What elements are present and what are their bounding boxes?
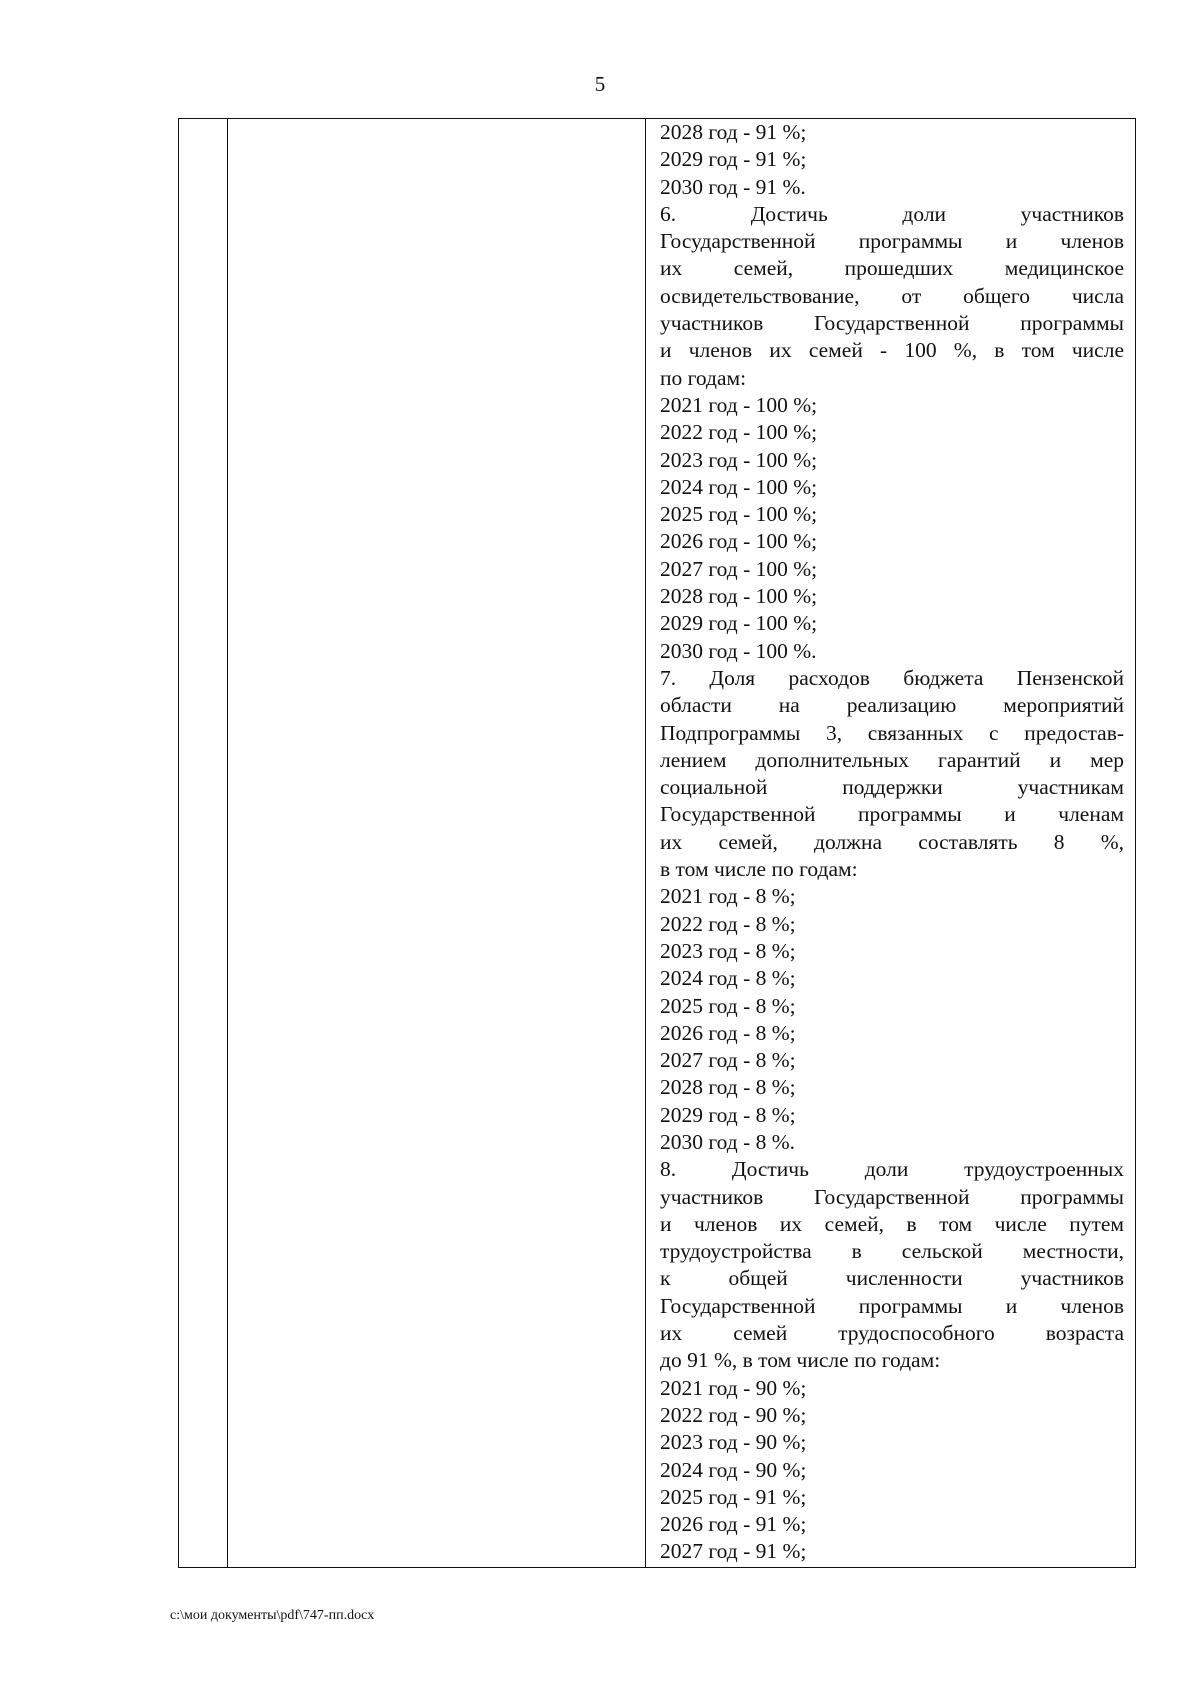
table-cell-line: 2026 год - 100 %; <box>660 529 818 554</box>
table-cell-line: и членов их семей, в том числе путем <box>660 1211 1124 1236</box>
table-cell-line: 2028 год - 91 %; <box>660 120 807 144</box>
table-cell-line: по годам: <box>660 365 747 390</box>
table-column-divider <box>645 119 646 1567</box>
table-cell-line: Подпрограммы 3, связанных с предостав- <box>660 720 1124 745</box>
table-cell-line: 2029 год - 8 %; <box>660 1102 796 1127</box>
table-cell-line: 2028 год - 100 %; <box>660 584 818 609</box>
table-cell-line: 2021 год - 90 %; <box>660 1375 807 1400</box>
table-cell-line: их семей трудоспособного возраста <box>660 1321 1124 1346</box>
table-cell-line: участников Государственной программы <box>660 1184 1124 1209</box>
table-cell-line: 2026 год - 91 %; <box>660 1512 807 1537</box>
table-cell-line: и членов их семей - 100 %, в том числе <box>660 338 1124 363</box>
table-cell-line: 2026 год - 8 %; <box>660 1020 796 1045</box>
table-cell-line: социальной поддержки участникам <box>660 775 1124 800</box>
table-cell-line: 2027 год - 8 %; <box>660 1048 796 1073</box>
table-cell-line: участников Государственной программы <box>660 311 1124 336</box>
table-cell-indicators <box>660 119 1124 1566</box>
table-cell-line: 2023 год - 90 %; <box>660 1430 807 1455</box>
table-cell-line: до 91 %, в том числе по годам: <box>660 1348 941 1373</box>
table-cell-line: 2025 год - 91 %; <box>660 1484 807 1509</box>
table-cell-line: 2027 год - 91 %; <box>660 1539 807 1564</box>
footer-file-path: c:\мои документы\pdf\747-пп.docx <box>170 1608 375 1623</box>
table-cell-line: 2021 год - 100 %; <box>660 392 818 417</box>
table-cell-line: 2023 год - 100 %; <box>660 447 818 472</box>
table-cell-line: 2027 год - 100 %; <box>660 556 818 581</box>
table-cell-line: освидетельствование, от общего числа <box>660 283 1124 308</box>
table-cell-line: 6. Достичь доли участников <box>660 201 1124 226</box>
table-cell-line: 2029 год - 100 %; <box>660 611 818 636</box>
table-cell-line: Государственной программы и членов <box>660 1293 1124 1318</box>
table-cell-line: 2021 год - 8 %; <box>660 884 796 909</box>
table-cell-line: 2024 год - 100 %; <box>660 474 818 499</box>
table-cell-line: 2025 год - 100 %; <box>660 502 818 527</box>
table-cell-line: 2022 год - 90 %; <box>660 1402 807 1427</box>
table-cell-line: 2023 год - 8 %; <box>660 938 796 963</box>
table-column-divider <box>227 119 228 1567</box>
table-cell-line: их семей, прошедших медицинское <box>660 256 1124 281</box>
table-cell-line: лением дополнительных гарантий и мер <box>660 747 1124 772</box>
table-cell-line: Государственной программы и членов <box>660 229 1124 254</box>
table-cell-line: их семей, должна составлять 8 %, <box>660 829 1124 854</box>
table-cell-line: трудоустройства в сельской местности, <box>660 1239 1124 1264</box>
table-cell-line: 2022 год - 8 %; <box>660 911 796 936</box>
table-cell-line: 2029 год - 91 %; <box>660 147 807 172</box>
table-cell-line: в том числе по годам: <box>660 857 858 882</box>
table-cell-line: 2030 год - 91 %. <box>660 174 806 199</box>
table-cell-line: к общей численности участников <box>660 1266 1124 1291</box>
table-cell-line: 2030 год - 8 %. <box>660 1129 796 1154</box>
table-cell-line: области на реализацию мероприятий <box>660 693 1124 718</box>
table-cell-line: 2024 год - 90 %; <box>660 1457 807 1482</box>
table-cell-line: 2030 год - 100 %. <box>660 638 817 663</box>
page-number: 5 <box>594 72 606 96</box>
table-cell-line: 8. Достичь доли трудоустроенных <box>660 1157 1124 1182</box>
table-cell-line: Государственной программы и членам <box>660 802 1124 827</box>
table-cell-line: 2022 год - 100 %; <box>660 420 818 445</box>
table-cell-line: 2025 год - 8 %; <box>660 993 796 1018</box>
table-cell-line: 7. Доля расходов бюджета Пензенской <box>660 665 1124 690</box>
table-cell-line: 2028 год - 8 %; <box>660 1075 796 1100</box>
content-table <box>178 118 1136 1568</box>
table-cell-line: 2024 год - 8 %; <box>660 966 796 991</box>
